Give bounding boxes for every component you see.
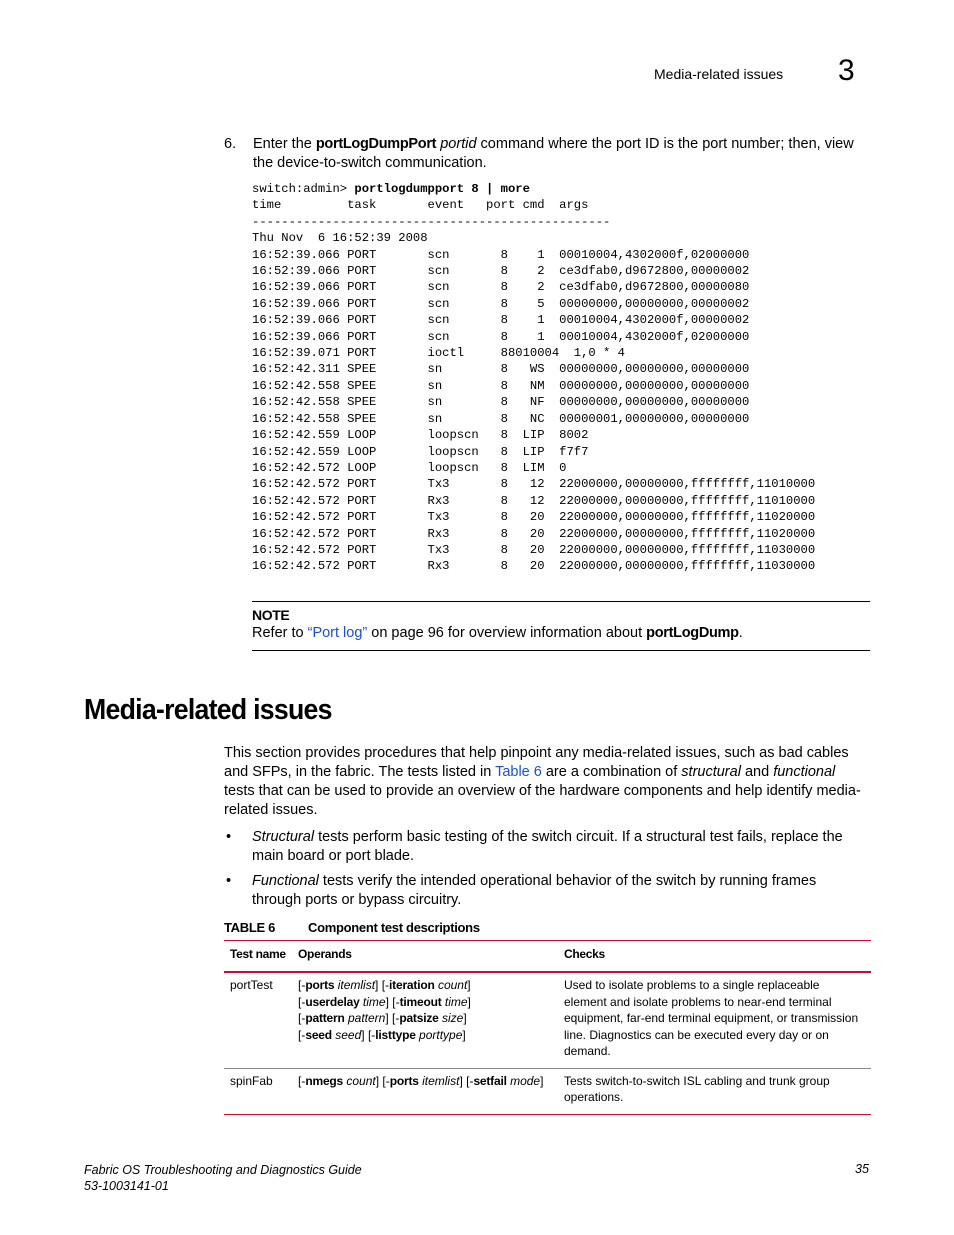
- component-test-table: [224, 940, 871, 1115]
- table-row: [224, 972, 871, 1068]
- operand-punct: [-: [298, 994, 306, 1009]
- code-line: 16:52:42.559 LOOP loopscn 8 LIP 8002: [252, 428, 589, 443]
- operand-line: [298, 1010, 552, 1027]
- footer-left: [84, 1162, 362, 1194]
- bullet-item: [224, 828, 869, 866]
- code-line: 16:52:42.572 LOOP loopscn 8 LIM 0: [252, 460, 567, 475]
- code-line: 16:52:39.066 PORT scn 8 5 00000000,00000000,00000002: [252, 296, 750, 311]
- operand-arg: time: [362, 994, 386, 1009]
- cell-test-name: spinFab: [230, 1073, 273, 1088]
- code-output: [252, 198, 815, 573]
- code-line: 16:52:42.559 LOOP loopscn 8 LIP f7f7: [252, 444, 589, 459]
- operand-arg: itemlist: [422, 1073, 460, 1088]
- operand-flag: listtype: [375, 1027, 416, 1042]
- header-checks: Checks: [564, 947, 605, 961]
- operand-arg: pattern: [347, 1011, 386, 1025]
- note-text-after: .: [738, 625, 743, 641]
- operand-punct: ] [-: [385, 1011, 400, 1025]
- bullet-icon: •: [226, 829, 232, 845]
- operand-punct: ] [-: [459, 1073, 474, 1088]
- code-line: 16:52:42.558 SPEE sn 8 NF 00000000,00000000,00000000: [252, 395, 750, 410]
- code-line: -------------------------------------------------: [252, 214, 611, 229]
- operand-punct: ]: [463, 1011, 467, 1025]
- operand-flag: timeout: [399, 994, 442, 1009]
- footer-title: Fabric OS Troubleshooting and Diagnostics Guide: [84, 1163, 362, 1177]
- step-text: [253, 135, 869, 173]
- operand-arg: seed: [335, 1027, 362, 1042]
- table-6-link[interactable]: Table 6: [495, 764, 542, 780]
- operand-line: [298, 1073, 552, 1090]
- code-line: 16:52:42.572 PORT Rx3 8 20 22000000,00000000,ffffffff,11030000: [252, 559, 816, 574]
- operand-punct: [-: [298, 1027, 306, 1042]
- chapter-number: 3: [838, 54, 855, 87]
- operand-punct: [-: [298, 978, 306, 992]
- code-line: 16:52:42.572 PORT Rx3 8 12 22000000,00000000,ffffffff,11010000: [252, 493, 816, 508]
- note-label: NOTE: [252, 607, 290, 623]
- code-line: 16:52:42.572 PORT Tx3 8 12 22000000,00000000,ffffffff,11010000: [252, 477, 816, 492]
- code-line: 16:52:42.572 PORT Tx3 8 20 22000000,00000000,ffffffff,11030000: [252, 542, 816, 557]
- operand-flag: ports: [389, 1073, 419, 1088]
- operand-arg: mode: [510, 1073, 541, 1088]
- intro-part2: are a combination of: [541, 764, 682, 780]
- operand-line: [298, 994, 552, 1011]
- operand-line: [298, 1027, 552, 1044]
- operand-punct: ] [-: [375, 1073, 390, 1088]
- note-text-before: Refer to: [252, 625, 308, 641]
- operand-line: [298, 977, 552, 994]
- operand-arg: size: [441, 1011, 464, 1025]
- bullet-text: tests verify the intended operational behavior of the switch by running frames through ports or bypass circuitry.: [252, 873, 817, 908]
- step-number: 6.: [224, 136, 237, 152]
- code-line: 16:52:42.572 PORT Tx3 8 20 22000000,00000000,ffffffff,11020000: [252, 510, 816, 525]
- table-row: [224, 1068, 871, 1114]
- operand-flag: setfail: [473, 1073, 507, 1088]
- code-block: [252, 181, 815, 575]
- bullet-em: Structural: [252, 829, 315, 845]
- bullet-text: tests perform basic testing of the switch circuit. If a structural test fails, replace the main board or port blade.: [252, 829, 843, 864]
- operand-punct: ]: [540, 1073, 544, 1088]
- intro-em-functional: functional: [773, 764, 836, 780]
- operand-punct: [-: [298, 1011, 306, 1025]
- operand-punct: ]: [467, 994, 471, 1009]
- code-line: 16:52:39.066 PORT scn 8 1 00010004,4302000f,00000002: [252, 313, 750, 328]
- operand-flag: pattern: [305, 1011, 345, 1025]
- cell-operands: [292, 1068, 558, 1114]
- intro-part3: and: [740, 764, 774, 780]
- bullet-em: Functional: [252, 873, 319, 889]
- code-line: 16:52:39.071 PORT ioctl 88010004 1,0 * 4: [252, 346, 625, 361]
- code-line: 16:52:39.066 PORT scn 8 2 ce3dfab0,d9672800,00000080: [252, 280, 750, 295]
- operand-arg: time: [444, 994, 468, 1009]
- operand-arg: itemlist: [337, 978, 376, 992]
- intro-paragraph: [224, 744, 869, 820]
- code-prompt: switch:admin>: [252, 182, 355, 196]
- operand-flag: ports: [305, 978, 335, 992]
- header-test-name: Test name: [230, 947, 286, 961]
- operand-flag: seed: [305, 1027, 332, 1042]
- intro-part1: This section provides procedures that help pinpoint any media-related issues, such as bad cables and SFPs, in the fabric. The tests listed in: [224, 745, 849, 780]
- operand-flag: nmegs: [305, 1073, 344, 1088]
- code-line: 16:52:39.066 PORT scn 8 2 ce3dfab0,d9672800,00000002: [252, 264, 750, 279]
- code-line: 16:52:42.311 SPEE sn 8 WS 00000000,00000000,00000000: [252, 362, 750, 377]
- bullet-list: [224, 828, 869, 916]
- operand-punct: ]: [467, 978, 471, 992]
- code-command: portlogdumpport 8 | more: [354, 182, 530, 196]
- cell-test-name: portTest: [230, 978, 273, 992]
- operand-flag: iteration: [389, 978, 435, 992]
- step-text-before: Enter the: [253, 136, 316, 152]
- operand-arg: porttype: [419, 1027, 463, 1042]
- cell-operands: [292, 972, 558, 1068]
- code-line: 16:52:42.572 PORT Rx3 8 20 22000000,00000000,ffffffff,11020000: [252, 526, 816, 541]
- operand-punct: ] [-: [385, 994, 400, 1009]
- operand-flag: userdelay: [305, 994, 360, 1009]
- operand-flag: patsize: [399, 1011, 439, 1025]
- cell-checks: Used to isolate problems to a single replaceable element and isolate problems to near-end terminal equipment, far-end terminal equipment, or transmission line. Diagnostics can be executed every day or on demand.: [564, 978, 859, 1058]
- table-header-row: [224, 941, 871, 973]
- bullet-item: [224, 872, 869, 910]
- table-title: Component test descriptions: [308, 920, 480, 935]
- table-caption: [224, 920, 480, 935]
- operand-punct: ] [-: [375, 978, 390, 992]
- bullet-icon: •: [226, 873, 232, 889]
- code-line: Thu Nov 6 16:52:39 2008: [252, 231, 428, 246]
- operand-punct: [-: [298, 1073, 306, 1088]
- intro-part4: tests that can be used to provide an overview of the hardware components and help identify media-related issues.: [224, 783, 861, 818]
- port-log-link[interactable]: “Port log”: [307, 625, 368, 641]
- code-line: time task event port cmd args: [252, 198, 589, 213]
- note-command: portLogDump: [646, 625, 739, 641]
- cell-checks: Tests switch-to-switch ISL cabling and trunk group operations.: [564, 1073, 830, 1104]
- table-label: TABLE 6: [224, 920, 276, 935]
- note-box: [252, 601, 870, 651]
- header-operands: Operands: [298, 947, 352, 961]
- operand-arg: count: [437, 978, 468, 992]
- footer-page-number: 35: [855, 1162, 869, 1176]
- step-arg: portid: [436, 136, 477, 152]
- note-text-middle: on page 96 for overview information about: [367, 625, 647, 641]
- step-6: [224, 135, 869, 173]
- code-line: 16:52:42.558 SPEE sn 8 NM 00000000,00000000,00000000: [252, 378, 750, 393]
- step-command: portLogDumpPort: [315, 136, 437, 152]
- step-text-after: command where the port ID is the port number; then, view the device-to-switch communication.: [253, 136, 854, 171]
- code-line: 16:52:39.066 PORT scn 8 1 00010004,4302000f,02000000: [252, 247, 750, 262]
- running-header-title: Media-related issues: [654, 66, 784, 82]
- note-text: [252, 624, 870, 642]
- intro-em-structural: structural: [681, 764, 741, 780]
- footer-doc-number: 53-1003141-01: [84, 1179, 169, 1193]
- operand-punct: ] [-: [361, 1027, 376, 1042]
- code-line: 16:52:42.558 SPEE sn 8 NC 00000001,00000000,00000000: [252, 411, 750, 426]
- operand-punct: ]: [462, 1027, 466, 1042]
- section-heading: Media-related issues: [84, 694, 332, 726]
- code-line: 16:52:39.066 PORT scn 8 1 00010004,4302000f,02000000: [252, 329, 750, 344]
- operand-arg: count: [346, 1073, 376, 1088]
